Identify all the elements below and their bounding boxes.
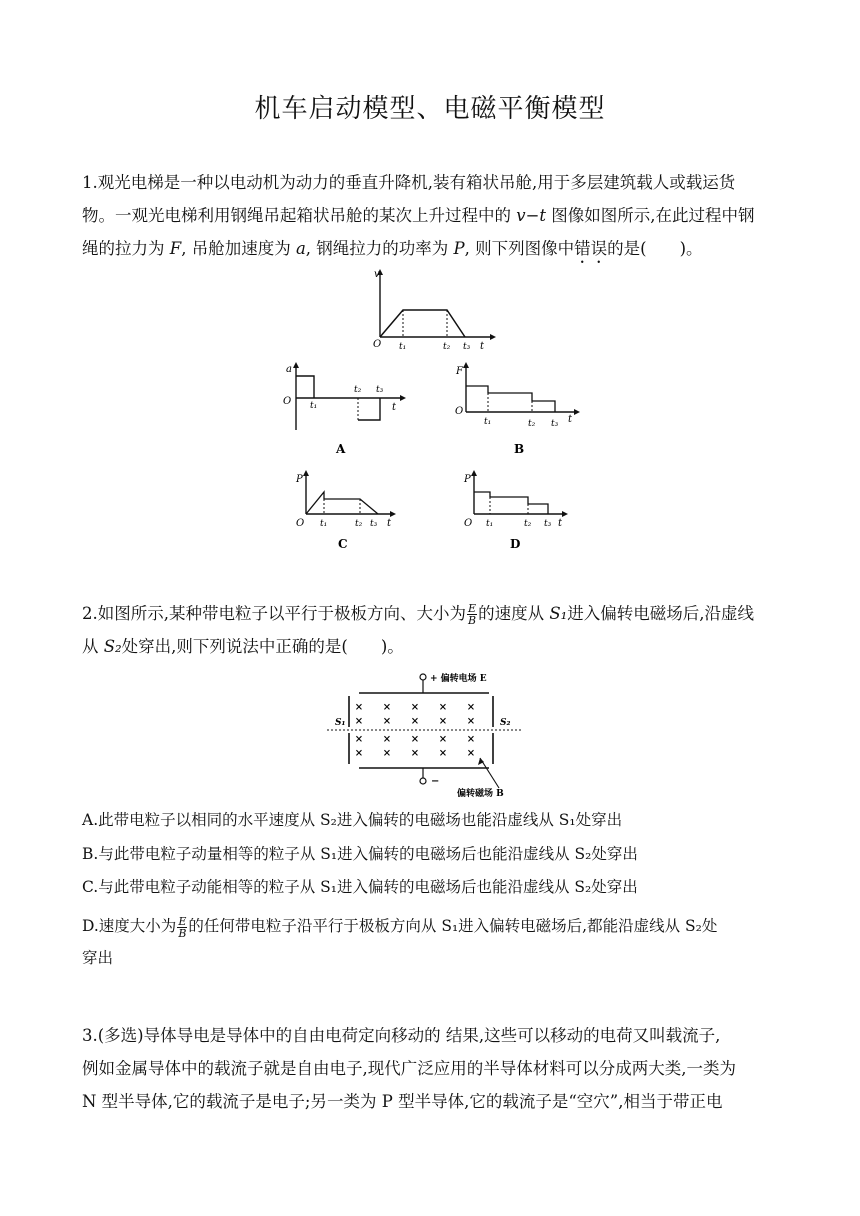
option-d-text: 的任何带电粒子沿平行于极板方向从 S₁进入偏转电磁场后,都能沿虚线从 S₂处 bbox=[188, 917, 718, 935]
cross-mark: × bbox=[354, 748, 364, 759]
q1-F-symbol: F bbox=[169, 239, 182, 258]
q1-text: 图像如图所示,在此过程中钢 bbox=[546, 206, 755, 225]
fraction-denominator: B bbox=[468, 614, 477, 627]
q1-line-1: 1.观光电梯是一种以电动机为动力的垂直升降机,装有箱状吊舱,用于多层建筑载人或载运货 bbox=[82, 173, 736, 192]
graph-b-origin: O bbox=[455, 406, 464, 417]
graph-b-t-axis: t bbox=[568, 414, 573, 425]
cross-mark: × bbox=[354, 716, 364, 727]
graph-c-label: C bbox=[338, 537, 348, 551]
graph-b bbox=[450, 362, 590, 462]
question-2 bbox=[82, 597, 782, 663]
cross-mark: × bbox=[382, 734, 392, 745]
q1-a-symbol: a bbox=[295, 239, 306, 258]
cross-mark: × bbox=[410, 702, 420, 713]
q1-text: , 钢绳拉力的功率为 bbox=[305, 239, 454, 258]
question-3 bbox=[82, 1019, 782, 1118]
cross-mark: × bbox=[410, 716, 420, 727]
cross-mark: × bbox=[354, 702, 364, 713]
page-title: 机车启动模型、电磁平衡模型 bbox=[254, 94, 606, 124]
graph-a-y-label: a bbox=[286, 364, 292, 375]
graph-d-label: D bbox=[510, 537, 521, 551]
option-d-text: D.速度大小为 bbox=[82, 917, 177, 935]
graph-c-y-label: P bbox=[296, 474, 303, 485]
q2-option-c: C.与此带电粒子动能相等的粒子从 S₁进入偏转的电磁场后也能沿虚线从 S₂处穿出 bbox=[82, 878, 638, 896]
graph-c bbox=[286, 470, 416, 552]
graph-b-y-label: F bbox=[456, 366, 463, 377]
graph-d-y-label: P bbox=[464, 474, 471, 485]
cross-mark: × bbox=[438, 734, 448, 745]
cross-mark: × bbox=[382, 702, 392, 713]
q2-text: 2.如图所示,某种带电粒子以平行于极板方向、大小为 bbox=[82, 604, 466, 623]
vt-t2: t₂ bbox=[443, 342, 451, 352]
q1-text: , 吊舱加速度为 bbox=[181, 239, 296, 258]
fraction-numerator: E bbox=[178, 914, 187, 928]
graph-d-t1: t₁ bbox=[486, 519, 494, 529]
q1-P-symbol: P bbox=[453, 239, 465, 258]
graph-a bbox=[280, 362, 410, 462]
vt-origin: O bbox=[373, 339, 382, 350]
graph-d-t-axis: t bbox=[558, 518, 563, 529]
cross-mark: × bbox=[466, 748, 476, 759]
q2-option-b: B.与此带电粒子动量相等的粒子从 S₁进入偏转的电磁场后也能沿虚线从 S₂处穿出 bbox=[82, 845, 638, 863]
minus-label: − bbox=[431, 776, 440, 787]
graph-a-t-axis: t bbox=[392, 402, 397, 413]
q2-text: 的速度从 bbox=[478, 604, 550, 623]
graph-c-origin: O bbox=[296, 518, 305, 529]
graph-b-t1: t₁ bbox=[484, 417, 492, 427]
q2-S2-symbol: S₂ bbox=[103, 637, 122, 656]
q2-fraction bbox=[467, 603, 477, 626]
vt-y-label: v bbox=[374, 269, 380, 280]
q1-emphasis-word: 错误 bbox=[574, 239, 608, 258]
q1-line-2 bbox=[82, 199, 782, 232]
vt-graph bbox=[360, 265, 500, 355]
q3-line-2: 例如金属导体中的载流子就是自由电子,现代广泛应用的半导体材料可以分成两大类,一类为 bbox=[82, 1059, 736, 1078]
q2-S1-symbol: S₁ bbox=[549, 604, 568, 623]
cross-mark: × bbox=[466, 702, 476, 713]
s1-label: S₁ bbox=[335, 718, 346, 728]
cross-mark: × bbox=[466, 716, 476, 727]
vt-t3: t₃ bbox=[463, 342, 471, 352]
cross-mark: × bbox=[438, 748, 448, 759]
field-e-label: + 偏转电场 E bbox=[430, 674, 487, 684]
cross-mark: × bbox=[410, 748, 420, 759]
question-1 bbox=[82, 166, 782, 267]
q1-vt-symbol: v−t bbox=[516, 206, 547, 225]
graph-c-t-axis: t bbox=[387, 518, 392, 529]
fraction-numerator: E bbox=[468, 602, 477, 615]
q1-text: , 则下列图像中 bbox=[464, 239, 575, 258]
fraction-denominator: B bbox=[178, 926, 187, 940]
q1-text: 绳的拉力为 bbox=[82, 239, 170, 258]
graph-d-t2: t₂ bbox=[524, 519, 532, 529]
graph-d-t3: t₃ bbox=[544, 519, 552, 529]
cross-mark: × bbox=[410, 734, 420, 745]
q2-line-2 bbox=[82, 630, 782, 663]
graph-b-t3: t₃ bbox=[551, 419, 559, 429]
cross-mark: × bbox=[382, 716, 392, 727]
graph-a-label: A bbox=[336, 442, 346, 456]
graph-c-t3: t₃ bbox=[370, 519, 378, 529]
s2-label: S₂ bbox=[500, 718, 511, 728]
graph-a-t1: t₁ bbox=[310, 401, 318, 411]
q2-text: 从 bbox=[82, 637, 104, 656]
field-b-label: 偏转磁场 B bbox=[457, 789, 504, 799]
q3-line-1: 3.(多选)导体导电是导体中的自由电荷定向移动的 结果,这些可以移动的电荷又叫载流子, bbox=[82, 1026, 721, 1045]
graph-a-t3: t₃ bbox=[376, 385, 384, 395]
q2-option-a: A.此带电粒子以相同的水平速度从 S₂进入偏转的电磁场也能沿虚线从 S₁处穿出 bbox=[82, 811, 623, 829]
graph-a-t2: t₂ bbox=[354, 385, 362, 395]
cross-mark: × bbox=[438, 716, 448, 727]
q1-text: 物。一观光电梯利用钢绳吊起箱状吊舱的某次上升过程中的 bbox=[82, 206, 517, 225]
graph-d-origin: O bbox=[464, 518, 473, 529]
graph-b-t2: t₂ bbox=[528, 419, 536, 429]
graph-a-origin: O bbox=[283, 396, 292, 407]
cross-mark: × bbox=[382, 748, 392, 759]
graph-c-t1: t₁ bbox=[320, 519, 328, 529]
graph-c-t2: t₂ bbox=[355, 519, 363, 529]
cross-mark: × bbox=[438, 702, 448, 713]
q1-line-3 bbox=[82, 232, 782, 267]
vt-t-axis: t bbox=[480, 341, 485, 352]
cross-mark: × bbox=[466, 734, 476, 745]
q2-option-d-continued: 穿出 bbox=[82, 949, 114, 967]
q3-line-3: N 型半导体,它的载流子是电子;另一类为 P 型半导体,它的载流子是“空穴”,相当于带正电 bbox=[82, 1092, 723, 1111]
graph-d bbox=[458, 470, 588, 552]
q2-text: 处穿出,则下列说法中正确的是( )。 bbox=[121, 637, 404, 656]
q2-text: 进入偏转电磁场后,沿虚线 bbox=[567, 604, 755, 623]
deflection-field-diagram bbox=[325, 670, 525, 800]
vt-t1: t₁ bbox=[399, 342, 407, 352]
q2-option-d bbox=[82, 914, 717, 939]
option-d-fraction bbox=[177, 916, 187, 939]
graph-b-label: B bbox=[514, 442, 525, 456]
q2-line-1 bbox=[82, 597, 782, 630]
cross-mark: × bbox=[354, 734, 364, 745]
q1-text: 的是( )。 bbox=[607, 239, 703, 258]
